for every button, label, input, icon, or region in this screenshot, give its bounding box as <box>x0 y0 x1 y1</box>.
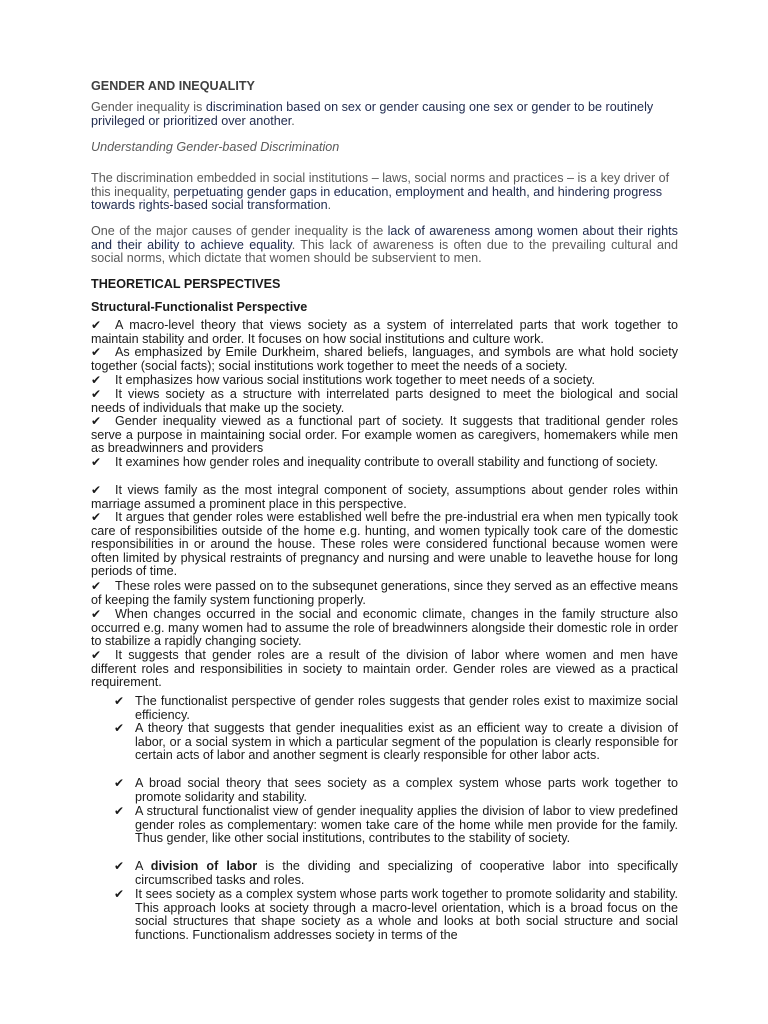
bullet-text: As emphasized by Emile Durkheim, shared beliefs, languages, and symbols are what hold society together (social facts); social institutions work together to meet the needs of a society. <box>91 345 678 373</box>
sub-bullet-text: A structural functionalist view of gender inequality applies the division of labor to view predefined gender roles as complementary: women take care of the home while men provide for the family. Thus gender, like other social institutions, contributes to the stability of society. <box>135 804 678 846</box>
definition-paragraph <box>91 101 678 128</box>
sub-bullet-text: It sees society as a complex system whose parts work together to promote solidarity and stability. This approach looks at society through a macro-level orientation, which is a broad focus on the social structures that shape society as a whole and looks at both social structure and social functions. Functionalism addresses society in terms of the <box>135 887 678 942</box>
p3-pre: One of the major causes of gender inequality is the <box>91 224 388 238</box>
check-icon: ✔ <box>91 318 102 332</box>
def-pre: Gender inequality is <box>91 100 206 114</box>
check-icon: ✔ <box>91 455 102 469</box>
bullet-text: It examines how gender roles and inequality contribute to overall stability and functiong of society. <box>115 455 659 469</box>
sub-list-item <box>114 695 678 722</box>
list-item <box>91 580 678 607</box>
list-item <box>91 484 678 511</box>
check-icon: ✔ <box>91 345 102 359</box>
bullet-text: Gender inequality viewed as a functional part of society. It suggests that traditional gender roles serve a purpose in maintaining social order. For example women as caregivers, homemakers while men as breadwinners and providers <box>91 414 678 456</box>
sub-list-item <box>114 888 678 942</box>
check-icon: ✔ <box>91 510 102 524</box>
bullet-text: It views society as a structure with interrelated parts designed to meet the biological and social needs of individuals that make up the society. <box>91 387 678 415</box>
heading-structural-functionalist: Structural-Functionalist Perspective <box>91 300 308 314</box>
sub5-post: is the dividing and specializing of cooperative labor into specifically circumscribed tasks and roles. <box>135 859 678 887</box>
sub-bullet-text: A theory that suggests that gender inequalities exist as an efficient way to create a division of labor, or a social system in which a particular segment of the population is clearly responsible for certain acts of labor and another segment is clearly responsible for other labor acts. <box>135 721 678 763</box>
check-icon: ✔ <box>91 579 102 593</box>
sub5-pre: A <box>135 859 151 873</box>
bullet-text: A macro-level theory that views society as a system of interrelated parts that work together to maintain stability and order. It focuses on how social institutions and culture work. <box>91 318 678 346</box>
check-icon: ✔ <box>91 607 102 621</box>
bullet-text: These roles were passed on to the subsequnet generations, since they served as an effective means of keeping the family system functioning properly. <box>91 579 678 607</box>
sub-bullet-text: A broad social theory that sees society as a complex system whose parts work together to promote solidarity and stability. <box>135 776 678 804</box>
subtitle-italic: Understanding Gender-based Discrimination <box>91 140 340 154</box>
bullet-text: It suggests that gender roles are a result of the division of labor where women and men have different roles and responsibilities in society to maintain order. Gender roles are viewed as a practical requirement. <box>91 648 678 690</box>
sub-list-item <box>114 722 678 763</box>
list-item <box>91 346 678 373</box>
list-item <box>91 415 678 456</box>
bullet-text: It emphasizes how various social institutions work together to meet needs of a society. <box>115 373 595 387</box>
list-item <box>91 319 678 346</box>
p3-post: . This lack of awareness is often due to the prevailing cultural and social norms, which dictate that women should be subservient to men. <box>91 237 678 266</box>
check-icon: ✔ <box>91 483 102 497</box>
check-icon: ✔ <box>114 694 125 708</box>
list-item <box>91 388 678 415</box>
check-icon: ✔ <box>91 387 102 401</box>
sub-list-item <box>114 805 678 846</box>
check-icon: ✔ <box>91 414 102 428</box>
bullet-text: When changes occurred in the social and economic climate, changes in the family structure also occurred e.g. many women had to assume the role of breadwinners alongside their domestic role in order to stabilize a rapidly changing society. <box>91 607 678 649</box>
p2-highlight: perpetuating gender gaps in education, employment and health, and hindering progress towards rights-based social transformation <box>91 184 663 213</box>
discrimination-paragraph <box>91 172 678 213</box>
list-item <box>91 649 678 690</box>
check-icon: ✔ <box>114 887 125 901</box>
list-item <box>91 511 678 579</box>
sub-list-item <box>114 777 678 804</box>
sub5-bold: division of labor <box>150 859 258 873</box>
list-item <box>91 608 678 649</box>
sub-bullet-text: The functionalist perspective of gender roles suggests that gender roles exist to maximize social efficiency. <box>135 694 678 722</box>
p2-post: . <box>327 198 332 213</box>
list-item <box>91 374 678 388</box>
check-icon: ✔ <box>91 648 102 662</box>
sub-list-item <box>114 860 678 887</box>
heading-gender-inequality: GENDER AND INEQUALITY <box>91 79 255 93</box>
heading-theoretical-perspectives: THEORETICAL PERSPECTIVES <box>91 277 281 291</box>
p2-pre: The discrimination embedded in social institutions – laws, social norms and practices – is a key driver of this inequality, <box>91 171 670 199</box>
check-icon: ✔ <box>91 373 102 387</box>
causes-paragraph <box>91 225 678 266</box>
p3-highlight: lack of awareness among women about their rights and their ability to achieve equality <box>91 224 678 252</box>
check-icon: ✔ <box>114 721 125 735</box>
def-post: . <box>291 113 295 128</box>
check-icon: ✔ <box>114 804 125 818</box>
check-icon: ✔ <box>114 776 125 790</box>
sub-bullet-text <box>135 860 678 887</box>
bullet-text: It argues that gender roles were established well befre the pre-industrial era when men typically took care of responsibilities outside of the home e.g. hunting, and women typically took care of the domestic responsibilities in or around the house. These roles were considered functional because women were often limited by physical restraints of pregnancy and nursing and were unable to leavethe house for long periods of time. <box>91 510 678 579</box>
list-item <box>91 456 678 470</box>
def-highlight: discrimination based on sex or gender causing one sex or gender to be routinely privileged or prioritized over another <box>91 100 654 128</box>
bullet-text: It views family as the most integral component of society, assumptions about gender roles within marriage assumed a prominent place in this perspective. <box>91 483 678 511</box>
check-icon: ✔ <box>114 859 125 873</box>
